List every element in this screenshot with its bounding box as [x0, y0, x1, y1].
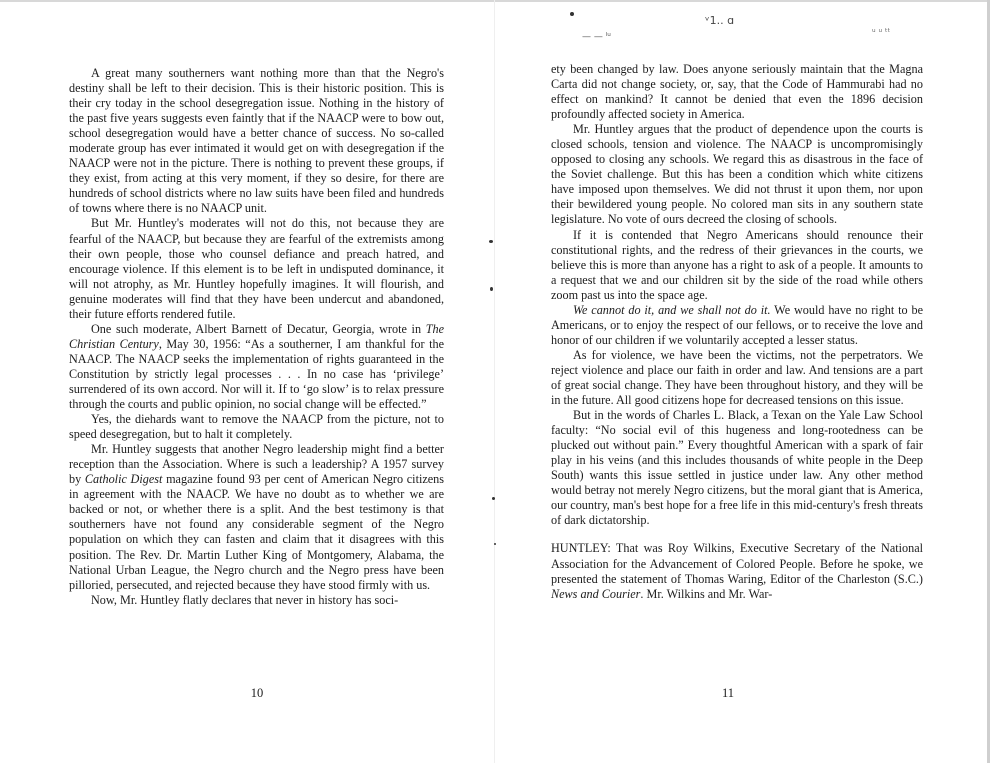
paragraph: One such moderate, Albert Barnett of Decatur, Georgia, wrote in The Christian Century, May 30, 1956: “As a southerner, I am thankful for the NAACP. The NAACP seeks the implementation of rights guaranteed in the Constitution by strictly legal processes . . . In no case has ‘privilege’ surrendered of its own accord. Nor will it. If to ‘go slow’ is to relax pressure through the courts and public opinion, no social change will be effected.”: [69, 321, 444, 412]
paragraph: ety been changed by law. Does anyone seriously maintain that the Magna Carta did not change society, or, say, that the Code of Hammurabi had no effect on mankind? It cannot be denied that even the 1896 decision profoundly affected society in America.: [551, 62, 923, 122]
scan-mark-text: ᵘ ᵘ ᵗᵗ: [872, 28, 891, 38]
page-number-left: 10: [250, 686, 264, 700]
paragraph: But Mr. Huntley's moderates will not do this, not because they are fearful of the NAACP, but because they are fearful of the extremists among their own people, those who counsel defiance and preach hatred, and encourage violence. If this element is to be left in undisputed dominance, it will not atrophy, as Mr. Huntley hopefully imagines. It will flourish, and genuine moderates will find that they have been undercut and abandoned, their future efforts rendered futile.: [69, 216, 444, 321]
left-text-column: [69, 66, 444, 608]
paragraph: Now, Mr. Huntley flatly declares that never in history has soci-: [91, 592, 399, 607]
paragraph: A great many southerners want nothing more than that the Negro's destiny shall be left to their decision. This is their historic position. This is their cry today in the school desegregation issue. Nothing in the history of the past five years suggests even faintly that if the NAACP were to bow out, school desegregation would have a better chance of success. No so-called moderate group has ever intimated it would get on with desegregation if the NAACP were not in the picture. There is nothing to prevent these groups, if they exist, from acting at this very moment, if they so desire, for there are hundreds of school districts where no law suits have been filed and hundreds of towns where there is no NAACP unit.: [69, 66, 444, 216]
right-text-column: [551, 62, 923, 602]
scan-speck: [570, 12, 574, 16]
paragraph: Yes, the diehards want to remove the NAACP from the picture, not to speed desegregation, but to halt it completely.: [69, 412, 444, 442]
paragraph: Mr. Huntley argues that the product of dependence upon the courts is closed schools, tension and violence. The NAACP is uncompromisingly opposed to closing any schools. We regard this as disastrous in the face of the Soviet challenge. But this has been a condition which white citizens have imposed upon themselves. We did not thrust it upon them, nor upon their bewildered young people. No colored man sits in any southern state legislature. No vote of ours decreed the closing of schools.: [551, 122, 923, 227]
page-number-right: 11: [721, 686, 735, 700]
scan-speck: [494, 543, 496, 545]
scan-mark-text: ᵛ1.. ɑ: [705, 14, 735, 27]
paragraph: But in the words of Charles L. Black, a Texan on the Yale Law School faculty: “No social evil of this hugeness and long-rootedness can be plucked out without pain.” Every thoughtful American with a spark of fair play in his veins (and this includes thousands of white people in the Deep South) wants this issue settled in justice under law. Any other method would betray not merely Negro citizens, but the moral giant that is America, our country, man's best hope for a free life in this mid-century's fresh threats of dark dictatorship.: [551, 408, 923, 528]
paragraph: If it is contended that Negro Americans should renounce their constitutional rights, and the redress of their grievances in the courts, we believe this is more than anyone has a right to ask of a people. It amounts to a request that we and our children sit by the side of the road while others zoom past us into the space age.: [551, 227, 923, 302]
scan-speck: [490, 287, 493, 291]
paragraph: HUNTLEY: That was Roy Wilkins, Executive Secretary of the National Association for the Advancement of Colored People. Before he spoke, we presented the statement of Thomas Waring, Editor of the Charleston (S.C.) News and Courier. Mr. Wilkins and Mr. War-: [551, 541, 923, 601]
scan-speck: [492, 497, 495, 500]
scan-artifacts: [560, 8, 940, 48]
paragraph: We cannot do it, and we shall not do it. We would have no right to be Americans, or to enjoy the respect of our fellows, or to receive the love and honor of our children if we voluntarily accepted a lesser status.: [551, 302, 923, 347]
right-page: [495, 0, 990, 763]
scan-speck: [489, 240, 493, 243]
paragraph: As for violence, we have been the victims, not the perpetrators. We reject violence and place our faith in order and law. And tensions are a part of great social change. They have been throughout history, and they will be in the future. All good citizens hope for decreased tensions on this issue.: [551, 347, 923, 408]
paragraph: Mr. Huntley suggests that another Negro leadership might find a better reception than the Association. Where is such a leadership? A 1957 survey by Catholic Digest magazine found 93 per cent of American Negro citizens in agreement with the NAACP. We have no doubt as to whether we are backed or not, or whether there is a split. And the best testimony is that southerners have not found any considerable segment of the Negro population on which they can fasten and claim that it disagrees with this position. The Rev. Dr. Martin Luther King of Montgomery, Alabama, the National Urban League, the Negro church and the Negro press have been pilloried, persecuted, and rejected because they have stood firmly with us.: [69, 442, 444, 592]
scan-mark-text: — — ˡᵘ: [582, 32, 611, 42]
